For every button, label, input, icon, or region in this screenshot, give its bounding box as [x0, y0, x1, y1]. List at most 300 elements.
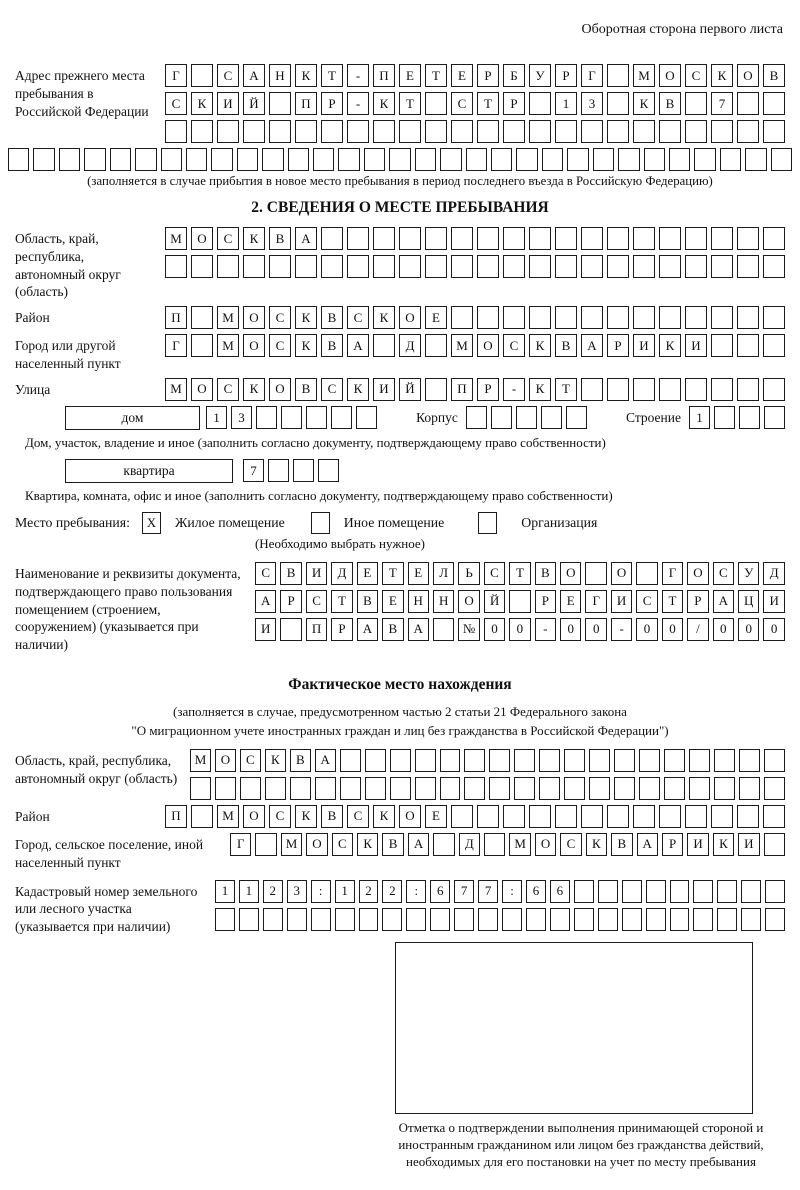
char-cell[interactable]: [454, 908, 474, 931]
char-cell[interactable]: О: [215, 749, 236, 772]
char-cell[interactable]: [639, 777, 660, 800]
char-cell[interactable]: [607, 64, 629, 87]
char-cell[interactable]: [440, 777, 461, 800]
char-cell[interactable]: А: [255, 590, 276, 613]
char-cell[interactable]: [255, 833, 276, 856]
char-cell[interactable]: [550, 908, 570, 931]
char-cell[interactable]: [714, 406, 735, 429]
char-cell[interactable]: [477, 255, 499, 278]
char-cell[interactable]: [581, 306, 603, 329]
char-cell[interactable]: [430, 908, 450, 931]
char-cell[interactable]: [555, 306, 577, 329]
char-cell[interactable]: Г: [662, 562, 683, 585]
char-cell[interactable]: У: [738, 562, 759, 585]
char-cell[interactable]: О: [535, 833, 556, 856]
char-cell[interactable]: [451, 306, 473, 329]
char-cell[interactable]: [581, 120, 603, 143]
char-cell[interactable]: [489, 777, 510, 800]
char-cell[interactable]: [633, 120, 655, 143]
char-cell[interactable]: О: [687, 562, 708, 585]
char-cell[interactable]: [685, 255, 707, 278]
char-cell[interactable]: Т: [382, 562, 403, 585]
char-cell[interactable]: Т: [399, 92, 421, 115]
char-cell[interactable]: [633, 805, 655, 828]
char-cell[interactable]: И: [685, 334, 707, 357]
char-cell[interactable]: К: [243, 378, 265, 401]
char-cell[interactable]: [581, 378, 603, 401]
char-cell[interactable]: [581, 805, 603, 828]
char-cell[interactable]: М: [217, 306, 239, 329]
char-cell[interactable]: Д: [399, 334, 421, 357]
char-cell[interactable]: [478, 908, 498, 931]
char-cell[interactable]: [646, 880, 666, 903]
char-cell[interactable]: [711, 306, 733, 329]
char-cell[interactable]: 6: [430, 880, 450, 903]
char-cell[interactable]: В: [290, 749, 311, 772]
char-cell[interactable]: Ц: [738, 590, 759, 613]
char-cell[interactable]: [399, 227, 421, 250]
char-cell[interactable]: [539, 777, 560, 800]
char-cell[interactable]: [737, 334, 759, 357]
char-cell[interactable]: Р: [662, 833, 683, 856]
char-cell[interactable]: Р: [535, 590, 556, 613]
char-cell[interactable]: 2: [263, 880, 283, 903]
char-cell[interactable]: [529, 227, 551, 250]
char-cell[interactable]: [529, 306, 551, 329]
char-cell[interactable]: [717, 908, 737, 931]
char-cell[interactable]: П: [306, 618, 327, 641]
char-cell[interactable]: [263, 908, 283, 931]
char-cell[interactable]: [618, 148, 639, 171]
char-cell[interactable]: Н: [269, 64, 291, 87]
char-cell[interactable]: [265, 777, 286, 800]
char-cell[interactable]: С: [636, 590, 657, 613]
char-cell[interactable]: [737, 805, 759, 828]
char-cell[interactable]: М: [165, 378, 187, 401]
char-cell[interactable]: [237, 148, 258, 171]
char-cell[interactable]: [338, 148, 359, 171]
char-cell[interactable]: [451, 255, 473, 278]
char-cell[interactable]: Е: [425, 805, 447, 828]
char-cell[interactable]: [541, 406, 562, 429]
char-cell[interactable]: Е: [425, 306, 447, 329]
char-cell[interactable]: [765, 880, 785, 903]
char-cell[interactable]: [359, 908, 379, 931]
char-cell[interactable]: Т: [477, 92, 499, 115]
char-cell[interactable]: К: [295, 334, 317, 357]
char-cell[interactable]: [215, 908, 235, 931]
char-cell[interactable]: А: [713, 590, 734, 613]
char-cell[interactable]: [315, 777, 336, 800]
char-cell[interactable]: [425, 334, 447, 357]
char-cell[interactable]: [440, 148, 461, 171]
char-cell[interactable]: [659, 805, 681, 828]
char-cell[interactable]: [464, 749, 485, 772]
char-cell[interactable]: [451, 120, 473, 143]
char-cell[interactable]: С: [451, 92, 473, 115]
char-cell[interactable]: Й: [243, 92, 265, 115]
char-cell[interactable]: [659, 378, 681, 401]
char-cell[interactable]: 1: [335, 880, 355, 903]
char-cell[interactable]: 7: [454, 880, 474, 903]
char-cell[interactable]: К: [659, 334, 681, 357]
char-cell[interactable]: [737, 92, 759, 115]
char-cell[interactable]: У: [529, 64, 551, 87]
char-cell[interactable]: С: [240, 749, 261, 772]
char-cell[interactable]: В: [321, 334, 343, 357]
char-cell[interactable]: [503, 805, 525, 828]
char-cell[interactable]: О: [243, 306, 265, 329]
char-cell[interactable]: Е: [357, 562, 378, 585]
char-cell[interactable]: [763, 255, 785, 278]
char-cell[interactable]: [737, 306, 759, 329]
char-cell[interactable]: [451, 805, 473, 828]
char-cell[interactable]: Г: [165, 64, 187, 87]
char-cell[interactable]: [714, 777, 735, 800]
char-cell[interactable]: О: [560, 562, 581, 585]
char-cell[interactable]: [110, 148, 131, 171]
char-cell[interactable]: М: [190, 749, 211, 772]
char-cell[interactable]: [555, 120, 577, 143]
char-cell[interactable]: [737, 227, 759, 250]
char-cell[interactable]: К: [295, 306, 317, 329]
char-cell[interactable]: В: [555, 334, 577, 357]
char-cell[interactable]: [340, 749, 361, 772]
char-cell[interactable]: К: [586, 833, 607, 856]
char-cell[interactable]: [555, 255, 577, 278]
char-cell[interactable]: [59, 148, 80, 171]
char-cell[interactable]: [664, 749, 685, 772]
char-cell[interactable]: [664, 777, 685, 800]
char-cell[interactable]: Р: [687, 590, 708, 613]
char-cell[interactable]: Й: [399, 378, 421, 401]
char-cell[interactable]: А: [408, 833, 429, 856]
char-cell[interactable]: Е: [408, 562, 429, 585]
char-cell[interactable]: Ь: [458, 562, 479, 585]
char-cell[interactable]: [269, 92, 291, 115]
char-cell[interactable]: [406, 908, 426, 931]
char-cell[interactable]: П: [165, 805, 187, 828]
char-cell[interactable]: [440, 749, 461, 772]
char-cell[interactable]: В: [295, 378, 317, 401]
char-cell[interactable]: И: [306, 562, 327, 585]
char-cell[interactable]: [311, 908, 331, 931]
char-cell[interactable]: В: [763, 64, 785, 87]
char-cell[interactable]: -: [347, 92, 369, 115]
char-cell[interactable]: С: [306, 590, 327, 613]
char-cell[interactable]: [693, 880, 713, 903]
char-cell[interactable]: [313, 148, 334, 171]
char-cell[interactable]: [739, 777, 760, 800]
char-cell[interactable]: [516, 148, 537, 171]
char-cell[interactable]: [711, 334, 733, 357]
char-cell[interactable]: [529, 805, 551, 828]
char-cell[interactable]: О: [659, 64, 681, 87]
char-cell[interactable]: Б: [503, 64, 525, 87]
char-cell[interactable]: [614, 777, 635, 800]
char-cell[interactable]: [720, 148, 741, 171]
char-cell[interactable]: А: [408, 618, 429, 641]
char-cell[interactable]: [529, 120, 551, 143]
char-cell[interactable]: [491, 406, 512, 429]
char-cell[interactable]: О: [399, 306, 421, 329]
char-cell[interactable]: [711, 255, 733, 278]
char-cell[interactable]: К: [711, 64, 733, 87]
char-cell[interactable]: [135, 148, 156, 171]
char-cell[interactable]: [217, 120, 239, 143]
char-cell[interactable]: [390, 749, 411, 772]
char-cell[interactable]: И: [687, 833, 708, 856]
char-cell[interactable]: [503, 120, 525, 143]
char-cell[interactable]: [268, 459, 289, 482]
char-cell[interactable]: [415, 749, 436, 772]
char-cell[interactable]: [415, 777, 436, 800]
char-cell[interactable]: Т: [321, 64, 343, 87]
char-cell[interactable]: В: [321, 306, 343, 329]
char-cell[interactable]: Е: [451, 64, 473, 87]
char-cell[interactable]: [514, 777, 535, 800]
char-cell[interactable]: [526, 908, 546, 931]
char-cell[interactable]: [574, 908, 594, 931]
char-cell[interactable]: [321, 227, 343, 250]
char-cell[interactable]: С: [165, 92, 187, 115]
char-cell[interactable]: [503, 227, 525, 250]
char-cell[interactable]: [555, 227, 577, 250]
char-cell[interactable]: [84, 148, 105, 171]
char-cell[interactable]: [373, 227, 395, 250]
char-cell[interactable]: [633, 255, 655, 278]
char-cell[interactable]: [737, 378, 759, 401]
char-cell[interactable]: -: [347, 64, 369, 87]
char-cell[interactable]: А: [581, 334, 603, 357]
char-cell[interactable]: [717, 880, 737, 903]
char-cell[interactable]: Д: [331, 562, 352, 585]
char-cell[interactable]: [365, 777, 386, 800]
char-cell[interactable]: [585, 562, 606, 585]
char-cell[interactable]: [509, 590, 530, 613]
char-cell[interactable]: [581, 227, 603, 250]
char-cell[interactable]: [165, 255, 187, 278]
char-cell[interactable]: 0: [738, 618, 759, 641]
char-cell[interactable]: П: [295, 92, 317, 115]
char-cell[interactable]: [589, 777, 610, 800]
char-cell[interactable]: О: [243, 334, 265, 357]
char-cell[interactable]: [240, 777, 261, 800]
char-cell[interactable]: [191, 255, 213, 278]
char-cell[interactable]: [763, 306, 785, 329]
char-cell[interactable]: [425, 227, 447, 250]
char-cell[interactable]: 7: [243, 459, 264, 482]
checkbox-inoe[interactable]: [311, 512, 330, 534]
char-cell[interactable]: С: [713, 562, 734, 585]
char-cell[interactable]: 0: [763, 618, 784, 641]
char-cell[interactable]: Т: [509, 562, 530, 585]
char-cell[interactable]: К: [373, 805, 395, 828]
char-cell[interactable]: [659, 306, 681, 329]
char-cell[interactable]: [607, 306, 629, 329]
char-cell[interactable]: [689, 777, 710, 800]
char-cell[interactable]: Г: [581, 64, 603, 87]
char-cell[interactable]: [737, 120, 759, 143]
char-cell[interactable]: Р: [331, 618, 352, 641]
char-cell[interactable]: [516, 406, 537, 429]
char-cell[interactable]: [390, 777, 411, 800]
char-cell[interactable]: [215, 777, 236, 800]
char-cell[interactable]: [567, 148, 588, 171]
char-cell[interactable]: [389, 148, 410, 171]
char-cell[interactable]: 1: [215, 880, 235, 903]
char-cell[interactable]: [321, 255, 343, 278]
char-cell[interactable]: [614, 749, 635, 772]
char-cell[interactable]: [598, 880, 618, 903]
char-cell[interactable]: [269, 255, 291, 278]
char-cell[interactable]: 2: [382, 880, 402, 903]
char-cell[interactable]: [685, 92, 707, 115]
char-cell[interactable]: П: [165, 306, 187, 329]
char-cell[interactable]: Е: [399, 64, 421, 87]
char-cell[interactable]: [288, 148, 309, 171]
char-cell[interactable]: [685, 378, 707, 401]
char-cell[interactable]: А: [243, 64, 265, 87]
char-cell[interactable]: -: [611, 618, 632, 641]
char-cell[interactable]: С: [217, 227, 239, 250]
char-cell[interactable]: С: [560, 833, 581, 856]
char-cell[interactable]: [607, 255, 629, 278]
char-cell[interactable]: [564, 749, 585, 772]
char-cell[interactable]: [763, 120, 785, 143]
char-cell[interactable]: [764, 833, 785, 856]
char-cell[interactable]: К: [295, 805, 317, 828]
char-cell[interactable]: Т: [331, 590, 352, 613]
char-cell[interactable]: Т: [662, 590, 683, 613]
char-cell[interactable]: М: [451, 334, 473, 357]
char-cell[interactable]: М: [281, 833, 302, 856]
char-cell[interactable]: [364, 148, 385, 171]
char-cell[interactable]: [763, 805, 785, 828]
char-cell[interactable]: К: [373, 92, 395, 115]
char-cell[interactable]: С: [255, 562, 276, 585]
char-cell[interactable]: [622, 908, 642, 931]
char-cell[interactable]: [581, 255, 603, 278]
char-cell[interactable]: О: [191, 227, 213, 250]
char-cell[interactable]: В: [280, 562, 301, 585]
char-cell[interactable]: [589, 749, 610, 772]
char-cell[interactable]: [685, 306, 707, 329]
char-cell[interactable]: 0: [713, 618, 734, 641]
char-cell[interactable]: А: [347, 334, 369, 357]
char-cell[interactable]: 6: [550, 880, 570, 903]
char-cell[interactable]: [466, 406, 487, 429]
char-cell[interactable]: [211, 148, 232, 171]
char-cell[interactable]: [693, 908, 713, 931]
char-cell[interactable]: Г: [230, 833, 251, 856]
char-cell[interactable]: 1: [206, 406, 227, 429]
char-cell[interactable]: [191, 120, 213, 143]
char-cell[interactable]: [685, 120, 707, 143]
char-cell[interactable]: [239, 908, 259, 931]
char-cell[interactable]: [711, 805, 733, 828]
char-cell[interactable]: О: [191, 378, 213, 401]
char-cell[interactable]: [574, 880, 594, 903]
char-cell[interactable]: [340, 777, 361, 800]
char-cell[interactable]: О: [269, 378, 291, 401]
char-cell[interactable]: Н: [433, 590, 454, 613]
char-cell[interactable]: 0: [509, 618, 530, 641]
char-cell[interactable]: [295, 120, 317, 143]
char-cell[interactable]: [503, 255, 525, 278]
char-cell[interactable]: А: [637, 833, 658, 856]
char-cell[interactable]: [745, 148, 766, 171]
char-cell[interactable]: С: [321, 378, 343, 401]
char-cell[interactable]: [484, 833, 505, 856]
char-cell[interactable]: [477, 120, 499, 143]
char-cell[interactable]: А: [357, 618, 378, 641]
char-cell[interactable]: В: [382, 833, 403, 856]
char-cell[interactable]: Л: [433, 562, 454, 585]
char-cell[interactable]: 1: [555, 92, 577, 115]
char-cell[interactable]: М: [509, 833, 530, 856]
char-cell[interactable]: [347, 255, 369, 278]
char-cell[interactable]: 7: [711, 92, 733, 115]
char-cell[interactable]: [529, 92, 551, 115]
char-cell[interactable]: [415, 148, 436, 171]
char-cell[interactable]: В: [269, 227, 291, 250]
char-cell[interactable]: [451, 227, 473, 250]
char-cell[interactable]: [191, 805, 213, 828]
char-cell[interactable]: [737, 255, 759, 278]
char-cell[interactable]: [165, 120, 187, 143]
char-cell[interactable]: [598, 908, 618, 931]
char-cell[interactable]: [670, 880, 690, 903]
char-cell[interactable]: К: [633, 92, 655, 115]
char-cell[interactable]: О: [611, 562, 632, 585]
char-cell[interactable]: П: [373, 64, 395, 87]
char-cell[interactable]: 0: [484, 618, 505, 641]
char-cell[interactable]: И: [633, 334, 655, 357]
char-cell[interactable]: К: [191, 92, 213, 115]
char-cell[interactable]: К: [373, 306, 395, 329]
char-cell[interactable]: [539, 749, 560, 772]
char-cell[interactable]: 2: [359, 880, 379, 903]
char-cell[interactable]: Т: [425, 64, 447, 87]
char-cell[interactable]: [685, 227, 707, 250]
char-cell[interactable]: Й: [484, 590, 505, 613]
char-cell[interactable]: [8, 148, 29, 171]
char-cell[interactable]: 6: [526, 880, 546, 903]
char-cell[interactable]: 0: [560, 618, 581, 641]
char-cell[interactable]: Е: [560, 590, 581, 613]
char-cell[interactable]: [433, 833, 454, 856]
char-cell[interactable]: [644, 148, 665, 171]
char-cell[interactable]: [280, 618, 301, 641]
char-cell[interactable]: [477, 227, 499, 250]
char-cell[interactable]: [764, 777, 785, 800]
char-cell[interactable]: М: [165, 227, 187, 250]
char-cell[interactable]: [763, 227, 785, 250]
char-cell[interactable]: :: [406, 880, 426, 903]
char-cell[interactable]: 0: [636, 618, 657, 641]
char-cell[interactable]: О: [399, 805, 421, 828]
char-cell[interactable]: [262, 148, 283, 171]
char-cell[interactable]: П: [451, 378, 473, 401]
char-cell[interactable]: Д: [459, 833, 480, 856]
char-cell[interactable]: К: [529, 378, 551, 401]
char-cell[interactable]: М: [633, 64, 655, 87]
char-cell[interactable]: Р: [607, 334, 629, 357]
char-cell[interactable]: К: [265, 749, 286, 772]
char-cell[interactable]: [763, 378, 785, 401]
char-cell[interactable]: [764, 406, 785, 429]
